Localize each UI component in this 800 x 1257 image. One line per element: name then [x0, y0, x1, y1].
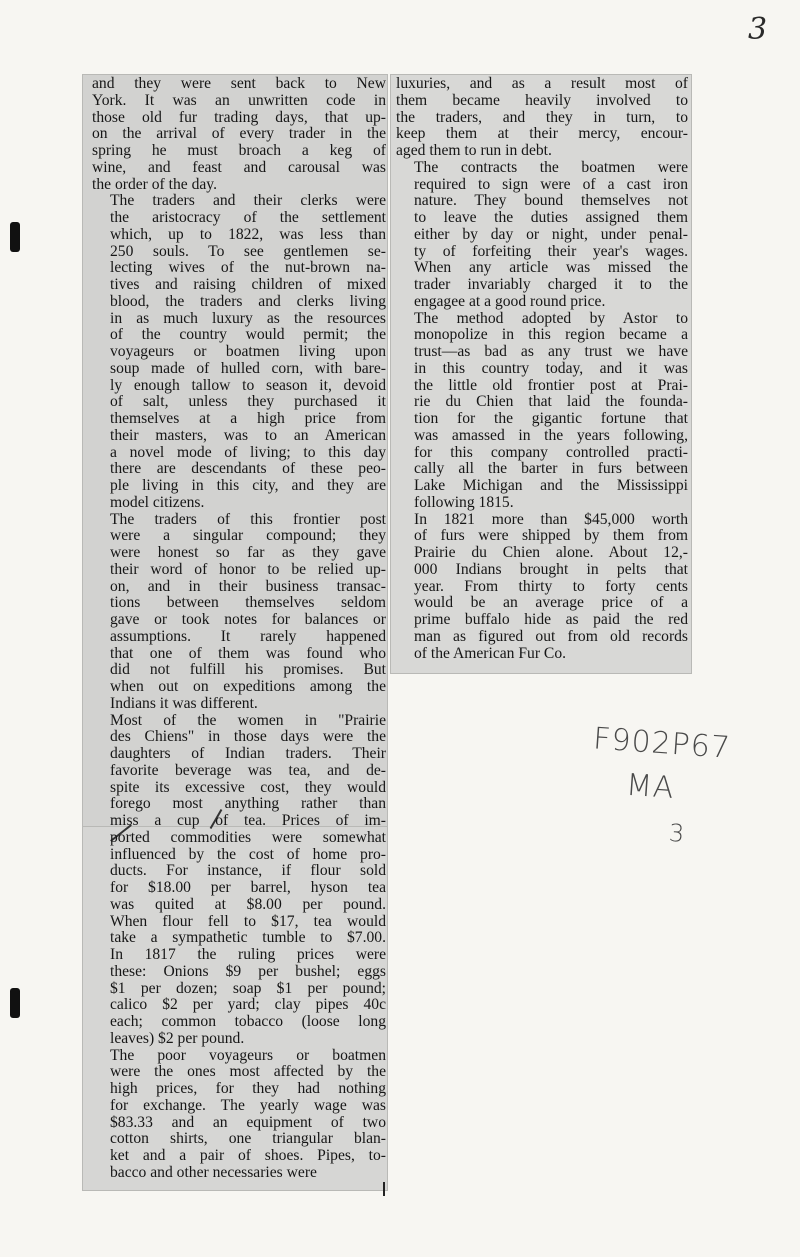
text-line: favorite beverage was tea, and de-: [110, 761, 386, 779]
text-line: wine, and feast and carousal was: [92, 158, 386, 176]
paragraph: [396, 76, 688, 160]
text-line: which, up to 1822, was less than: [110, 225, 386, 243]
text-line: on the arrival of every trader in the: [92, 125, 386, 143]
text-line: for exchange. The yearly wage was: [110, 1096, 386, 1114]
text-line: luxuries, and as a result most of: [396, 75, 688, 92]
binding-mark: [10, 988, 20, 1018]
text-line: monopolize in this region became a: [414, 326, 688, 344]
paragraph: [92, 512, 386, 713]
article-column-left: [92, 76, 386, 1182]
text-line: Most of the women in "Prairie: [110, 711, 386, 729]
text-line: The traders of this frontier post: [110, 510, 386, 528]
text-line: prime buffalo hide as paid the red: [414, 611, 688, 628]
text-line: cally all the barter in furs between: [414, 460, 688, 478]
text-line: soup made of hulled corn, with bare-: [110, 359, 386, 377]
paragraph: [396, 160, 688, 311]
page-number: 3: [748, 12, 768, 47]
text-line: leaves) $2 per pound.: [110, 1029, 245, 1047]
text-line: In 1821 more than $45,000 worth: [414, 510, 688, 528]
text-line: man as figured out from old records: [414, 627, 688, 645]
text-line: each; common tobacco (loose long: [110, 1013, 386, 1030]
text-line: were a singular compound; they: [110, 527, 386, 545]
text-line: 000 Indians brought in pelts that: [414, 560, 688, 578]
text-line: for this company controlled practi-: [414, 443, 688, 461]
text-line: calico $2 per yard; clay pipes 40c: [110, 996, 386, 1014]
text-line: required to sign were of a cast iron: [414, 175, 688, 193]
text-line: their word of honor to be relied up-: [110, 560, 386, 578]
text-line: them became heavily involved to: [396, 91, 688, 109]
text-line: keep them at their mercy, encour-: [396, 125, 688, 143]
text-line: The traders and their clerks were: [110, 192, 386, 210]
text-line: year. From thirty to forty cents: [414, 577, 688, 595]
handwritten-catalog-note: [586, 717, 733, 858]
text-line: cotton shirts, one triangular blan-: [110, 1130, 386, 1148]
text-line: either by day or night, under penal-: [414, 225, 688, 243]
paragraph: [92, 76, 386, 193]
text-line: a novel mode of living; to this day: [110, 443, 386, 461]
text-line: that one of them was found who: [110, 644, 386, 662]
text-line: high prices, for they had nothing: [110, 1080, 386, 1097]
text-line: Lake Michigan and the Mississippi: [414, 477, 688, 494]
text-line: engagee at a good round price.: [414, 292, 606, 310]
text-line: trust—as bad as any trust we have: [414, 343, 688, 360]
article-column-right: [396, 76, 688, 662]
text-line: model citizens.: [110, 493, 205, 511]
text-line: their masters, was to an American: [110, 426, 386, 444]
text-line: the aristocracy of the settlement: [110, 209, 386, 226]
text-line: of furs were shipped by them from: [414, 527, 688, 545]
text-line: and they were sent back to New: [92, 75, 386, 92]
text-line: lecting wives of the nut-brown na-: [110, 259, 386, 277]
paragraph: [92, 1048, 386, 1182]
text-line: forego most anything rather than: [110, 795, 386, 813]
text-line: of salt, unless they purchased it: [110, 393, 386, 411]
binding-mark: [10, 222, 20, 252]
paragraph: [396, 512, 688, 663]
text-line: ket and a pair of shoes. Pipes, to-: [110, 1147, 386, 1164]
text-line: the little old frontier post at Prai-: [414, 376, 688, 394]
text-line: influenced by the cost of home pro-: [110, 845, 386, 863]
text-line: nature. They bound themselves not: [414, 192, 688, 210]
text-line: $1 per dozen; soap $1 per pound;: [110, 979, 386, 997]
text-line: The contracts the boatmen were: [414, 158, 688, 176]
text-line: ple living in this city, and they are: [110, 477, 386, 494]
text-line: were honest so far as they gave: [110, 544, 386, 561]
text-line: tion for the gigantic fortune that: [414, 410, 688, 427]
text-line: ported commodities were somewhat: [110, 828, 386, 846]
text-line: spite its excessive cost, they would: [110, 778, 386, 796]
text-line: on, and in their business transac-: [110, 577, 386, 595]
text-line: there are descendants of these peo-: [110, 460, 386, 478]
text-line: aged them to run in debt.: [396, 142, 552, 159]
pen-mark: [383, 1182, 385, 1196]
text-line: When flour fell to $17, tea would: [110, 912, 386, 930]
catalog-page: 3: [667, 818, 687, 848]
text-line: blood, the traders and clerks living: [110, 292, 386, 310]
text-line: was quited at $8.00 per pound.: [110, 895, 386, 913]
text-line: gave or took notes for balances or: [110, 611, 386, 628]
catalog-code: MA: [624, 767, 676, 807]
text-line: trader invariably charged it to the: [414, 276, 688, 293]
text-line: The poor voyageurs or boatmen: [110, 1046, 386, 1064]
text-line: tions between themselves seldom: [110, 594, 386, 612]
text-line: themselves at a high price from: [110, 410, 386, 427]
text-line: bacco and other necessaries were: [110, 1163, 317, 1181]
paragraph: [92, 193, 386, 511]
text-line: The method adopted by Astor to: [414, 309, 688, 327]
text-line: in as much luxury as the resources: [110, 309, 386, 327]
text-line: rie du Chien that laid the founda-: [414, 393, 688, 411]
text-line: to leave the duties assigned them: [414, 209, 688, 226]
text-line: following 1815.: [414, 493, 514, 511]
text-line: tives and raising children of mixed: [110, 276, 386, 293]
text-line: daughters of Indian traders. Their: [110, 745, 386, 762]
text-line: voyageurs or boatmen living upon: [110, 343, 386, 360]
paragraph: [92, 713, 386, 1048]
text-line: those old fur trading days, that up-: [92, 108, 386, 126]
text-line: When any article was missed the: [414, 259, 688, 277]
text-line: was amassed in the years following,: [414, 426, 688, 444]
text-line: did not fulfill his promises. But: [110, 661, 386, 679]
catalog-number: F902P67: [592, 721, 732, 766]
text-line: of the country would permit; the: [110, 326, 386, 344]
text-line: ducts. For instance, if flour sold: [110, 862, 386, 880]
text-line: the order of the day.: [92, 175, 217, 193]
text-line: In 1817 the ruling prices were: [110, 946, 386, 963]
text-line: 250 souls. To see gentlemen se-: [110, 242, 386, 260]
text-line: in this country today, and it was: [414, 359, 688, 377]
text-line: assumptions. It rarely happened: [110, 627, 386, 645]
text-line: would be an average price of a: [414, 594, 688, 612]
text-line: ty of forfeiting their year's wages.: [414, 242, 688, 260]
text-line: $83.33 and an equipment of two: [110, 1113, 386, 1131]
text-line: the traders, and they in turn, to: [396, 108, 688, 126]
text-line: miss a cup of tea. Prices of im-: [110, 812, 386, 829]
text-line: des Chiens" in those days were the: [110, 728, 386, 746]
text-line: Indians it was different.: [110, 694, 258, 712]
text-line: for $18.00 per barrel, hyson tea: [110, 879, 386, 896]
text-line: of the American Fur Co.: [414, 644, 567, 662]
text-line: take a sympathetic tumble to $7.00.: [110, 929, 386, 947]
paragraph: [396, 311, 688, 512]
text-line: York. It was an unwritten code in: [92, 91, 386, 109]
text-line: were the ones most affected by the: [110, 1063, 386, 1081]
text-line: ly enough tallow to season it, devoid: [110, 376, 386, 394]
text-line: these: Onions $9 per bushel; eggs: [110, 962, 386, 980]
text-line: Prairie du Chien alone. About 12,-: [414, 544, 688, 561]
text-line: spring he must broach a keg of: [92, 142, 386, 159]
text-line: when out on expeditions among the: [110, 678, 386, 695]
